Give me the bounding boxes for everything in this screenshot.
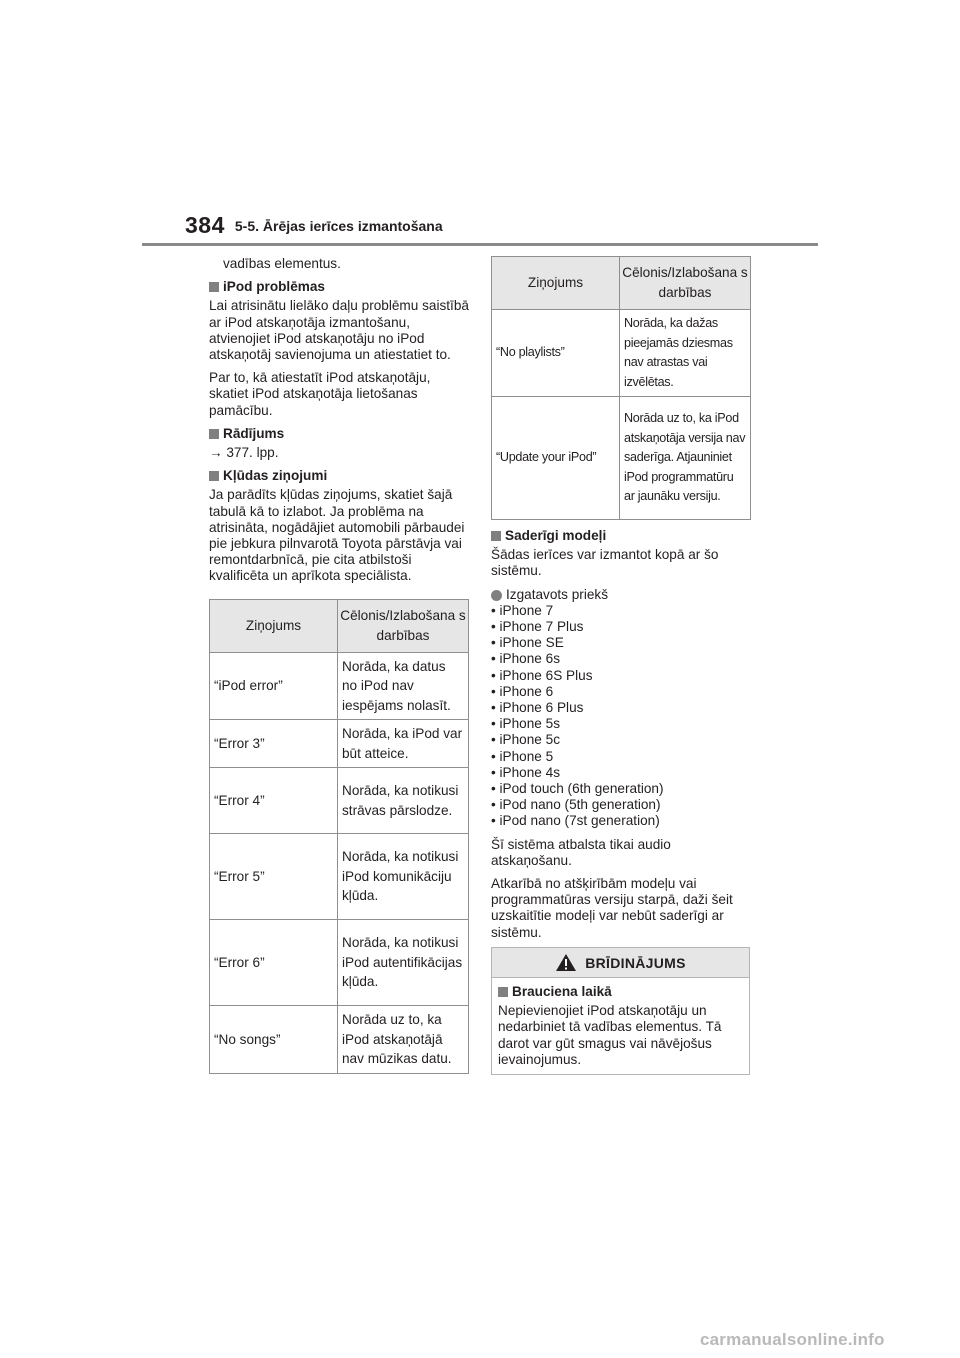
list-item: • iPhone 6s	[491, 651, 560, 667]
list-item: • iPod nano (5th generation)	[491, 797, 661, 813]
error-table	[209, 599, 469, 1074]
table-cell-cause: Norāda uz to, ka iPod atskaņotāja versija nav saderīga. Atjauniniet iPod programmatūru ar jaunāku versiju.	[620, 397, 751, 520]
square-bullet-icon	[498, 987, 508, 997]
compatible-models-heading: Saderīgi modeļi	[491, 528, 753, 544]
table-row	[492, 310, 751, 397]
list-item: • iPhone 6S Plus	[491, 667, 593, 683]
compatible-models-para: Šādas ierīces var izmantot kopā ar šo sistēmu.	[491, 547, 719, 579]
list-item: • iPhone SE	[491, 635, 564, 651]
audio-only-note: Šī sistēma atbalsta tikai audio atskaņošanu.	[491, 836, 671, 868]
warning-text: Nepievienojiet iPod atskaņotāju un nedarbiniet tā vadības elementus. Tā darot var gūt smagus vai nāvējošus ievainojumus.	[498, 1003, 722, 1067]
warning-title: BRĪDINĀJUMS	[585, 954, 686, 971]
list-item: • iPod touch (6th generation)	[491, 781, 664, 797]
compatibility-note: Atkarībā no atšķirībām modeļu vai programmatūras versiju starpā, daži šeit uzskaitītie modeļi var nebūt saderīgi ar sistēmu.	[491, 876, 733, 940]
list-item: • iPhone 6	[491, 683, 554, 699]
table-row	[210, 834, 469, 920]
warning-header	[492, 948, 749, 978]
table-cell-cause: Norāda uz to, ka iPod atskaņotājā nav mūzikas datu.	[338, 1006, 469, 1074]
list-item: • iPhone 5	[491, 748, 554, 764]
list-item: • iPhone 6 Plus	[491, 700, 584, 716]
table-cell-message: “No playlists”	[492, 310, 620, 397]
list-item: • iPhone 5s	[491, 716, 560, 732]
table-cell-message: “Update your iPod”	[492, 397, 620, 520]
table-header-message: Ziņojums	[492, 257, 620, 310]
table-cell-cause: Norāda, ka dažas pieejamās dziesmas nav atrastas vai izvēlētas.	[620, 310, 751, 397]
left-column	[209, 256, 471, 1074]
made-for-line: Izgatavots priekš	[491, 587, 753, 603]
square-bullet-icon	[209, 429, 219, 439]
error-table-continued	[491, 256, 751, 520]
table-cell-message: “No songs”	[210, 1006, 338, 1074]
list-item: • iPhone 5c	[491, 732, 560, 748]
error-messages-para: Ja parādīts kļūdas ziņojums, skatiet šajā tabulā kā to izlabot. Ja problēma na atrisināta, nogādājiet automobili pārbaudei pie jebkura pilnvarotā Toyota pārstāvja vai remontdarbnīcā, pie cita atbilstoši kvalificēta un aprīkota speciālista.	[209, 487, 465, 584]
square-bullet-icon	[209, 282, 219, 292]
table-cell-message: “Error 3”	[210, 720, 338, 768]
page-reference: → 377. lpp.	[209, 445, 279, 461]
ipod-problems-heading: iPod problēmas	[209, 279, 471, 295]
square-bullet-icon	[491, 531, 501, 541]
table-cell-message: “Error 5”	[210, 834, 338, 920]
header-divider	[142, 243, 818, 246]
table-header-message: Ziņojums	[210, 599, 338, 652]
error-messages-heading: Kļūdas ziņojumi	[209, 468, 471, 484]
list-item: • iPod nano (7st generation)	[491, 813, 660, 829]
warning-triangle-icon	[555, 953, 577, 972]
warning-body	[492, 978, 749, 1081]
table-row	[210, 720, 469, 768]
table-cell-message: “Error 4”	[210, 768, 338, 834]
square-bullet-icon	[209, 471, 219, 481]
warning-box	[491, 947, 750, 1075]
compatible-models-list	[491, 603, 753, 830]
ipod-problems-para-1: Lai atrisinātu lielāko daļu problēmu saistībā ar iPod atskaņotāja izmantošanu, atvienojiet iPod atskaņotāju no iPod atskaņotāj savienojuma un atiestatiet to.	[209, 298, 469, 363]
table-row	[210, 652, 469, 720]
table-row	[492, 397, 751, 520]
section-title: 5-5. Ārējas ierīces izmantošana	[234, 218, 443, 234]
table-row	[210, 768, 469, 834]
table-cell-cause: Norāda, ka notikusi iPod komunikāciju kļūda.	[338, 834, 469, 920]
right-column	[491, 256, 753, 948]
table-cell-message: “Error 6”	[210, 920, 338, 1006]
table-header-cause: Cēlonis/Izlabošana s darbības	[620, 257, 751, 310]
table-cell-cause: Norāda, ka notikusi strāvas pārslodze.	[338, 768, 469, 834]
table-header-cause: Cēlonis/Izlabošana s darbības	[338, 599, 469, 652]
table-row	[210, 920, 469, 1006]
table-row	[210, 1006, 469, 1074]
ipod-problems-para-2: Par to, kā atiestatīt iPod atskaņotāju, skatiet iPod atskaņotāja lietošanas pamācību.	[209, 370, 431, 418]
list-item: • iPhone 7 Plus	[491, 619, 584, 635]
table-cell-cause: Norāda, ka iPod var būt atteice.	[338, 720, 469, 768]
table-cell-cause: Norāda, ka notikusi iPod autentifikācijas kļūda.	[338, 920, 469, 1006]
page-number: 384	[185, 212, 225, 238]
table-cell-message: “iPod error”	[210, 652, 338, 720]
list-item: • iPhone 4s	[491, 764, 560, 780]
intro-text: vadības elementus.	[223, 256, 341, 271]
watermark: carmanualsonline.info	[700, 1330, 885, 1349]
circle-bullet-icon	[491, 590, 502, 601]
table-cell-cause: Norāda, ka datus no iPod nav iespējams nolasīt.	[338, 652, 469, 720]
indications-heading: Rādījums	[209, 426, 471, 442]
list-item: • iPhone 7	[491, 602, 554, 618]
warning-subheading: Brauciena laikā	[498, 984, 743, 1000]
